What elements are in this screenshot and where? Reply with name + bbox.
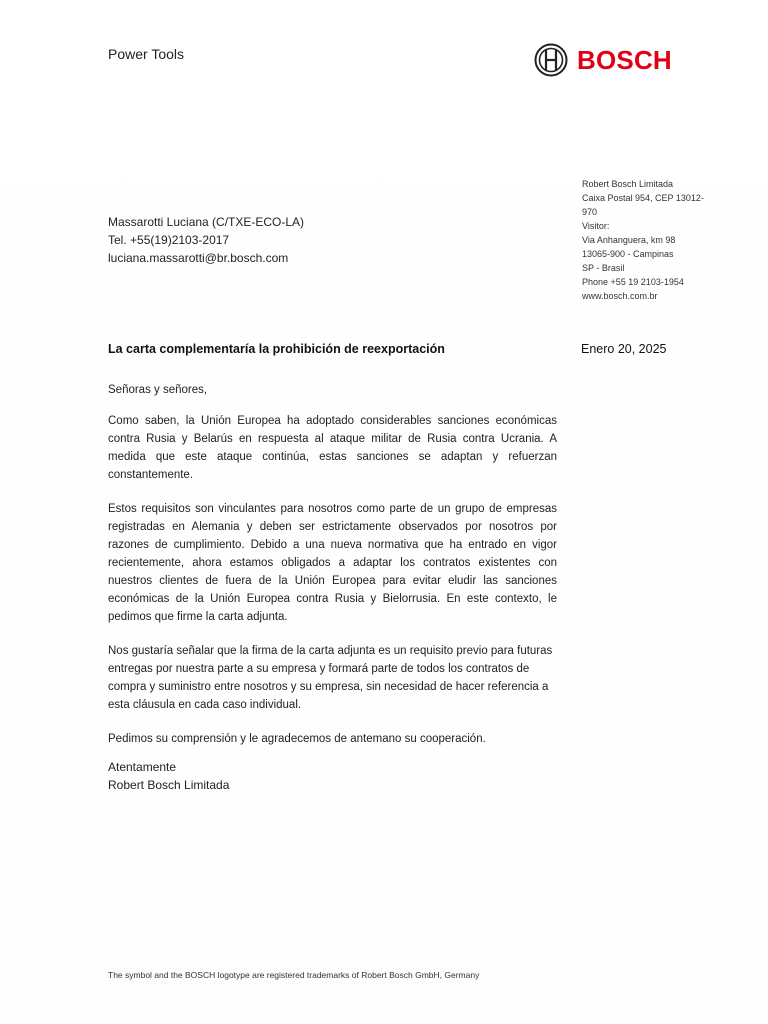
paragraph: Estos requisitos son vinculantes para nosotros como parte de un grupo de empresas registradas en Alemania y deben ser estrictamente observados por nosotros por razones de cumplimiento. Debido a una nueva normativa que ha entrado en vigor recientemente, ahora estamos obligados a adaptar los contratos existentes con nuestros clientes de fuera de la Unión Europea para evitar eludir las sanciones económicas de la Unión Europea contra Rusia y Bielorrusia. En este contexto, le pedimos que firme la carta adjunta. bbox=[108, 503, 557, 623]
sender-phone: Tel. +55(19)2103-2017 bbox=[108, 233, 230, 247]
sender-block bbox=[108, 213, 304, 267]
bosch-armature-icon bbox=[534, 43, 568, 77]
salutation: Señoras y señores, bbox=[108, 384, 208, 396]
signature: Robert Bosch Limitada bbox=[108, 778, 230, 792]
company-website: www.bosch.com.br bbox=[582, 291, 658, 301]
closing-phrase: Atentamente bbox=[108, 760, 177, 774]
bosch-wordmark: BOSCH bbox=[577, 45, 672, 75]
division-name: Power Tools bbox=[108, 46, 185, 62]
bosch-logo bbox=[534, 42, 672, 78]
company-line: SP - Brasil bbox=[582, 263, 625, 273]
company-address bbox=[582, 177, 717, 303]
company-line: Phone +55 19 2103-1954 bbox=[582, 277, 684, 287]
company-line: Caixa Postal 954, CEP 13012-970 bbox=[582, 193, 704, 217]
paragraph: Pedimos su comprensión y le agradecemos de antemano su cooperación. bbox=[108, 733, 486, 745]
sender-email: luciana.massarotti@br.bosch.com bbox=[108, 251, 289, 265]
letter-subject: La carta complementaría la prohibición de reexportación bbox=[108, 342, 445, 356]
letter-date: Enero 20, 2025 bbox=[581, 342, 667, 356]
sender-name: Massarotti Luciana (C/TXE-ECO-LA) bbox=[108, 215, 305, 229]
company-line: Via Anhanguera, km 98 bbox=[582, 235, 676, 245]
letter-body bbox=[108, 381, 557, 764]
company-line: 13065-900 - Campinas bbox=[582, 249, 674, 259]
company-line: Robert Bosch Limitada bbox=[582, 179, 674, 189]
trademark-footer: The symbol and the BOSCH logotype are registered trademarks of Robert Bosch GmbH, Germany bbox=[108, 970, 480, 980]
closing-block bbox=[108, 758, 229, 794]
paragraph: Como saben, la Unión Europea ha adoptado considerables sanciones económicas contra Rusia y Belarús en respuesta al ataque militar de Rusia contra Ucrania. A medida que este ataque continúa, estas sanciones se adaptan y refuerzan constantemente. bbox=[108, 415, 557, 481]
paragraph: Nos gustaría señalar que la firma de la carta adjunta es un requisito previo para futuras entregas por nuestra parte a su empresa y formará parte de todos los contratos de compra y suministro entre nosotros y su empresa, sin necesidad de hacer referencia a esta cláusula en cada caso individual. bbox=[108, 645, 553, 711]
company-line: Visitor: bbox=[582, 221, 610, 231]
